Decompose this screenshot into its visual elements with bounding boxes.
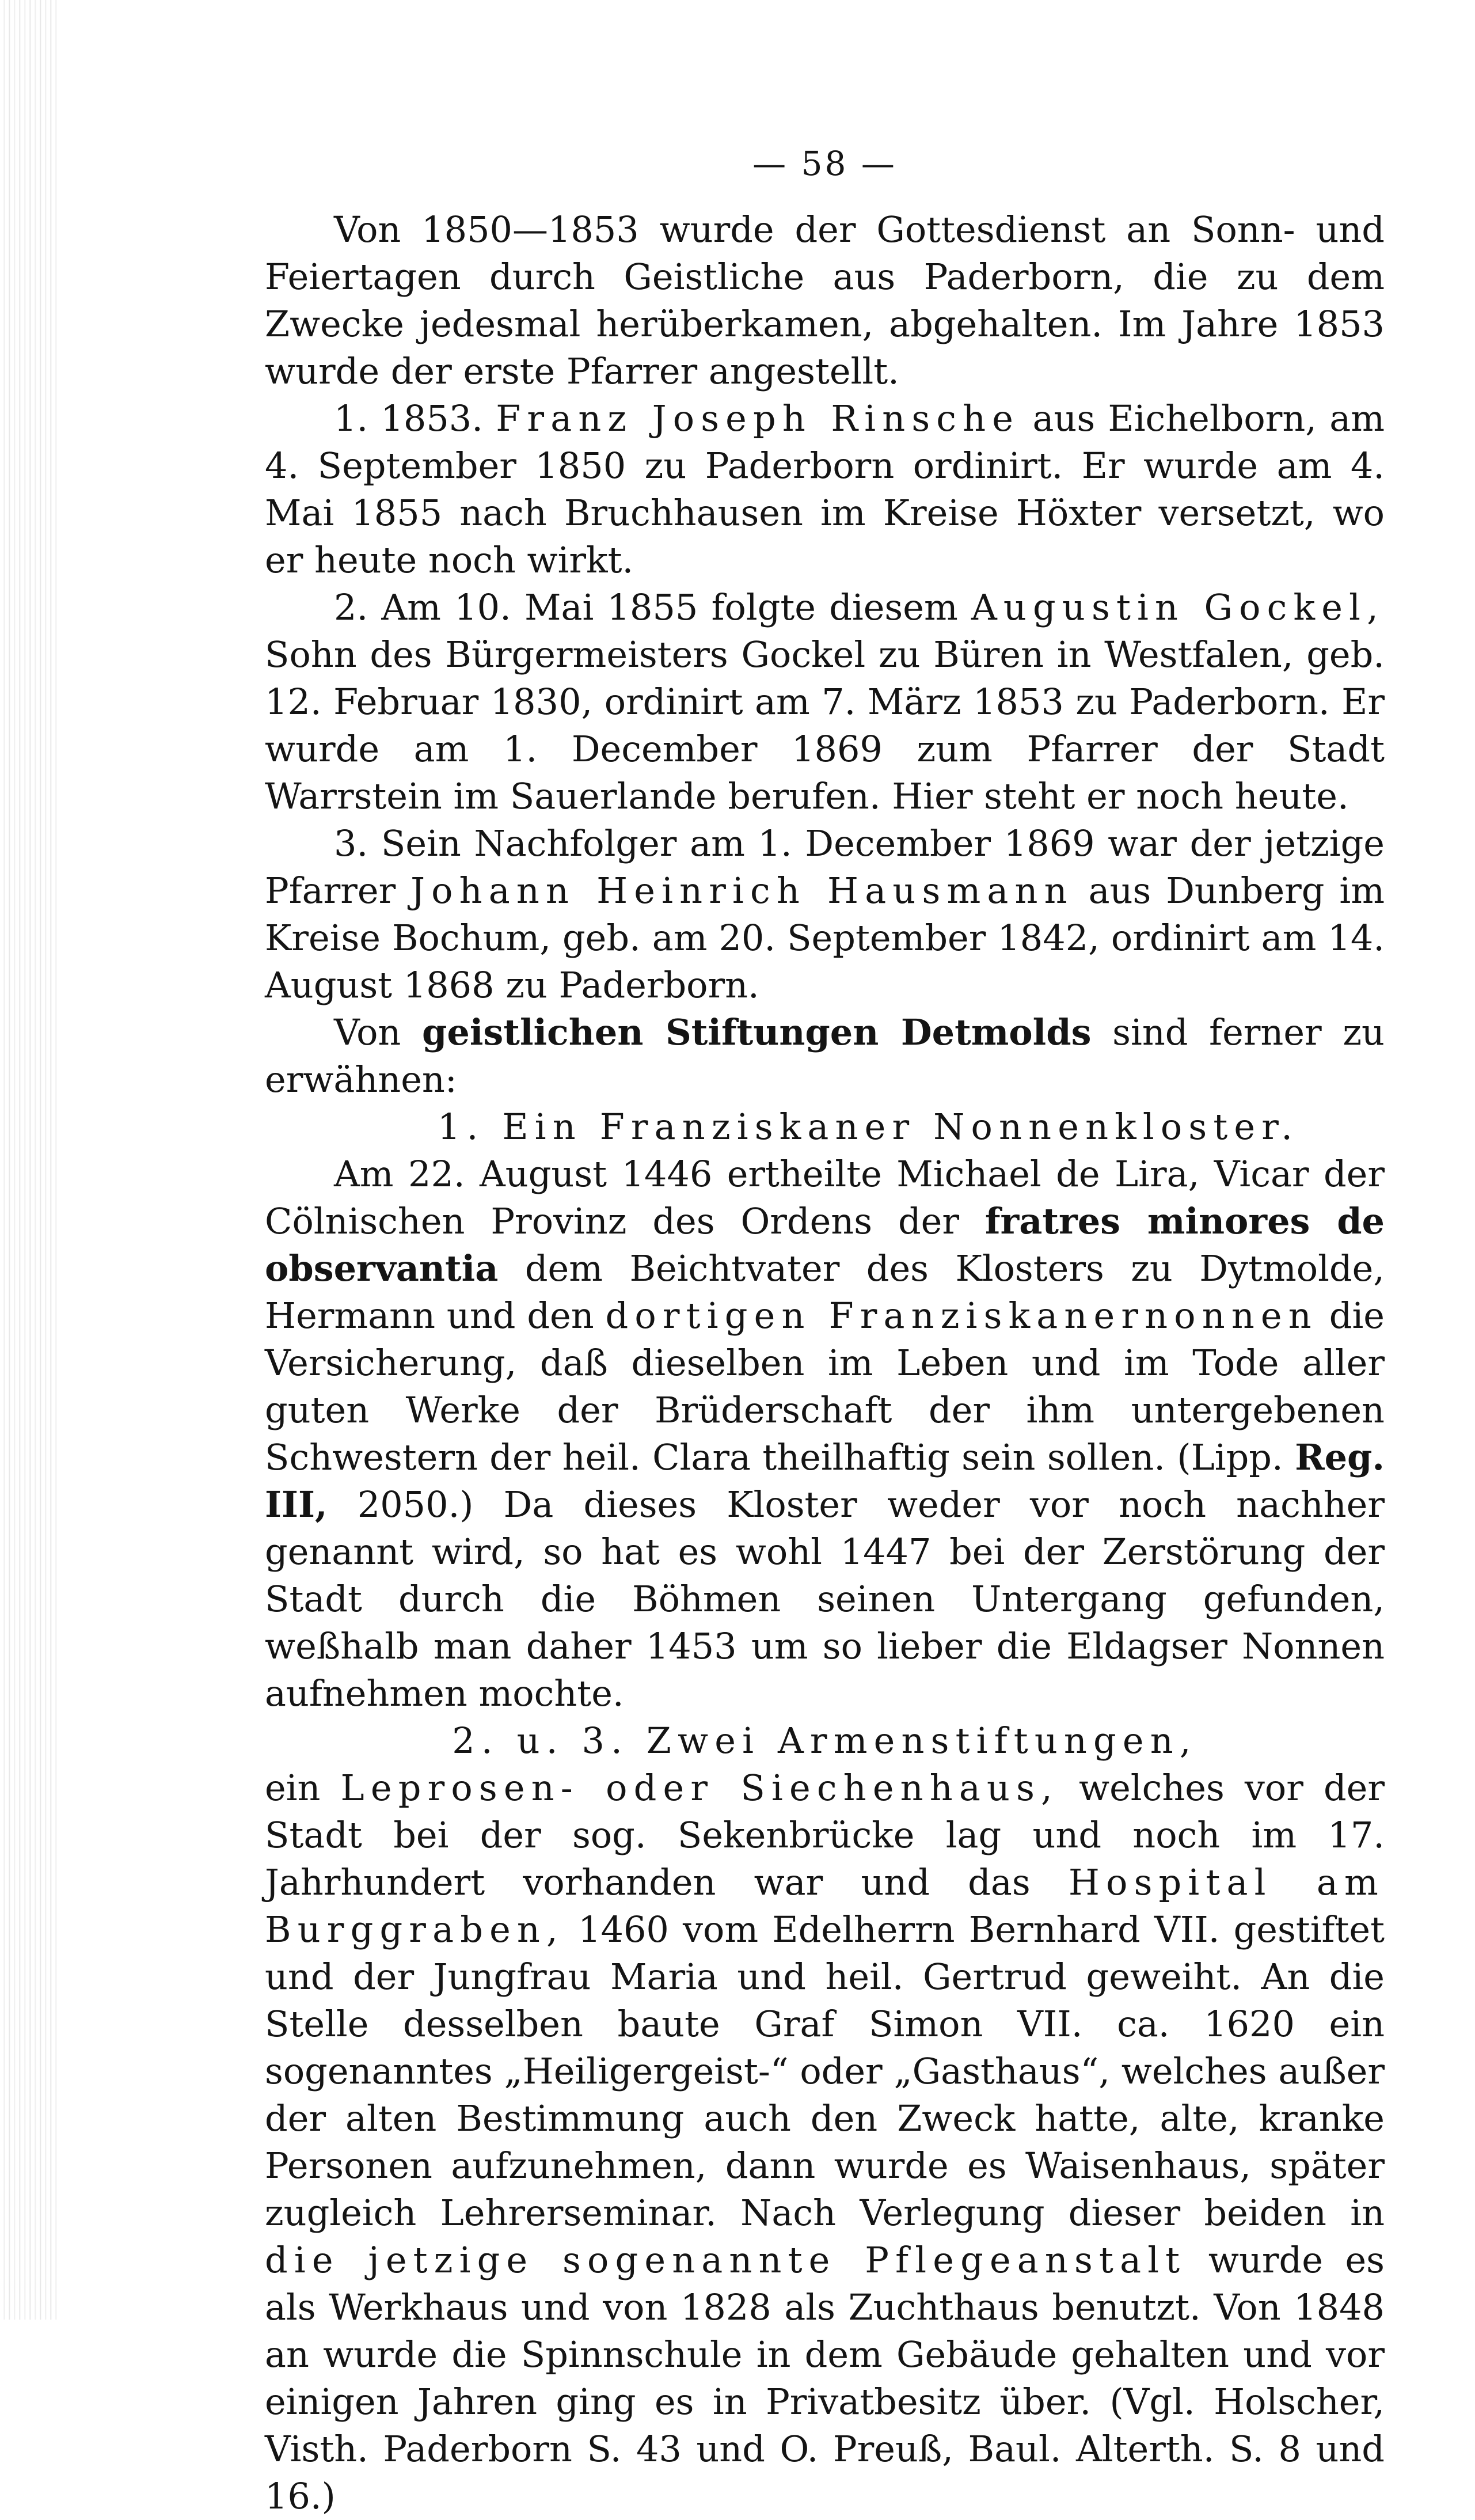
paragraph-armen [265, 1764, 1385, 2520]
pastor-2-text: Sohn des Bürgermeisters Gockel zu Büren in Westfalen, geb. 12. Februar 1830, ordinirt am 7. März 1853 zu Paderborn. Er wurde am 1. December 1869 zum Pfarrer der Stadt Warrstein im Sauerlande berufen. Hier steht er noch heute. [265, 633, 1385, 817]
paragraph-pastor-2 [265, 584, 1385, 820]
armen-a: ein [265, 1767, 321, 1809]
pastor-3-lead: 3. Sein Nachfolger am 1. December 1869 war der jetzige Pfarrer [265, 822, 1385, 912]
pastor-2-lead: 2. Am 10. Mai 1855 folgte diesem [334, 586, 958, 628]
pastor-1-name: Franz Joseph Rinsche [496, 397, 1020, 439]
pastor-2-name: Augustin Gockel, [971, 586, 1385, 628]
pastor-3-text: aus Dunberg im Kreise Bochum, geb. am 20. September 1842, ordinirt am 14. August 1868 zu Paderborn. [265, 870, 1385, 1006]
paragraph-kloster [265, 1151, 1385, 1717]
intro-post: sind ferner zu erwähnen: [265, 1011, 1385, 1100]
armen-c: 1460 vom Edelherrn Bernhard VII. gestiftet und der Jungfrau Maria und heil. Gertrud geweiht. An die Stelle desselben baute Graf Simon VII. ca. 1620 ein sogenanntes „Heiligergeist-“ oder „Gasthaus“, welches außer der alten Bestimmung auch den Zweck hatte, alte, kranke Personen aufzunehmen, dann wurde es Waisenhaus, später zugleich Lehrerseminar. Nach Verlegung dieser beiden in [265, 1908, 1385, 2234]
pastor-3-name: Johann Heinrich Hausmann [410, 870, 1074, 912]
armen-d: wurde es als Werkhaus und von 1828 als Zuchthaus benutzt. Von 1848 an wurde die Spinnschule in dem Gebäude gehalten und vor einigen Jahren ging es in Privatbesitz über. (Vgl. Holscher, Visth. Paderborn S. 43 und O. Preuß, Baul. Alterth. S. 8 und 16.) [265, 2239, 1385, 2517]
kloster-d: 2050.) Da dieses Kloster weder vor noch nachher genannt wird, so hat es wohl 1447 bei der Zerstörung der Stadt durch die Böhmen seinen Untergang gefunden, weßhalb man daher 1453 um so lieber die Eldagser Nonnen aufnehmen mochte. [265, 1483, 1385, 1714]
kloster-b: dem Beichtvater des Klosters zu Dytmolde, Hermann und den [265, 1247, 1385, 1337]
armen-sp2: Hospital am Burggraben, [265, 1861, 1385, 1950]
paragraph-stiftungen-intro [265, 1009, 1385, 1103]
armen-sp3: die jetzige sogenannte Pflegeanstalt [265, 2239, 1187, 2281]
kloster-c: die Versicherung, daß dieselben im Leben und im Tode aller guten Werke der Brüderschaft der ihm untergebenen Schwestern der heil. Clara theilhaftig sein sollen. (Lipp. [265, 1295, 1385, 1478]
paragraph-gottesdienst: Von 1850—1853 wurde der Gottesdienst an Sonn- und Feiertagen durch Geistliche aus Paderborn, die zu dem Zwecke jedesmal herüberkamen, abgehalten. Im Jahre 1853 wurde der erste Pfarrer angestellt. [265, 208, 1385, 392]
page-number: — 58 — [752, 144, 897, 183]
kloster-reg: Reg. III, [265, 1436, 1385, 1525]
intro-pre: Von [334, 1011, 401, 1053]
kloster-latin: fratres minores de observantia [265, 1200, 1385, 1289]
heading-nonnenkloster: 1. Ein Franziskaner Nonnenkloster. [438, 1106, 1299, 1148]
armen-b: welches vor der Stadt bei der sog. Sekenbrücke lag und noch im 17. Jahrhundert vorhanden war und das [265, 1767, 1385, 1903]
kloster-spaced: dortigen Franziskanernonnen [605, 1295, 1318, 1337]
pastor-1-number: 1. 1853. [334, 397, 483, 439]
pastor-1-text: aus Eichelborn, am 4. September 1850 zu Paderborn ordinirt. Er wurde am 4. Mai 1855 nach Bruchhausen im Kreise Höxter versetzt, wo er heute noch wirkt. [265, 397, 1385, 581]
armen-sp1: Leprosen- oder Siechenhaus, [340, 1767, 1059, 1809]
book-page [265, 144, 1385, 2520]
paragraph-pastor-1 [265, 395, 1385, 584]
intro-bold: geistlichen Stiftungen Detmolds [422, 1011, 1092, 1053]
scan-edge-artifact [0, 0, 58, 2320]
kloster-a: Am 22. August 1446 ertheilte Michael de Lira, Vicar der Cölnischen Provinz des Ordens der [265, 1153, 1385, 1242]
heading-armenstiftungen: 2. u. 3. Zwei Armenstiftungen, [452, 1720, 1198, 1762]
paragraph-pastor-3 [265, 820, 1385, 1009]
